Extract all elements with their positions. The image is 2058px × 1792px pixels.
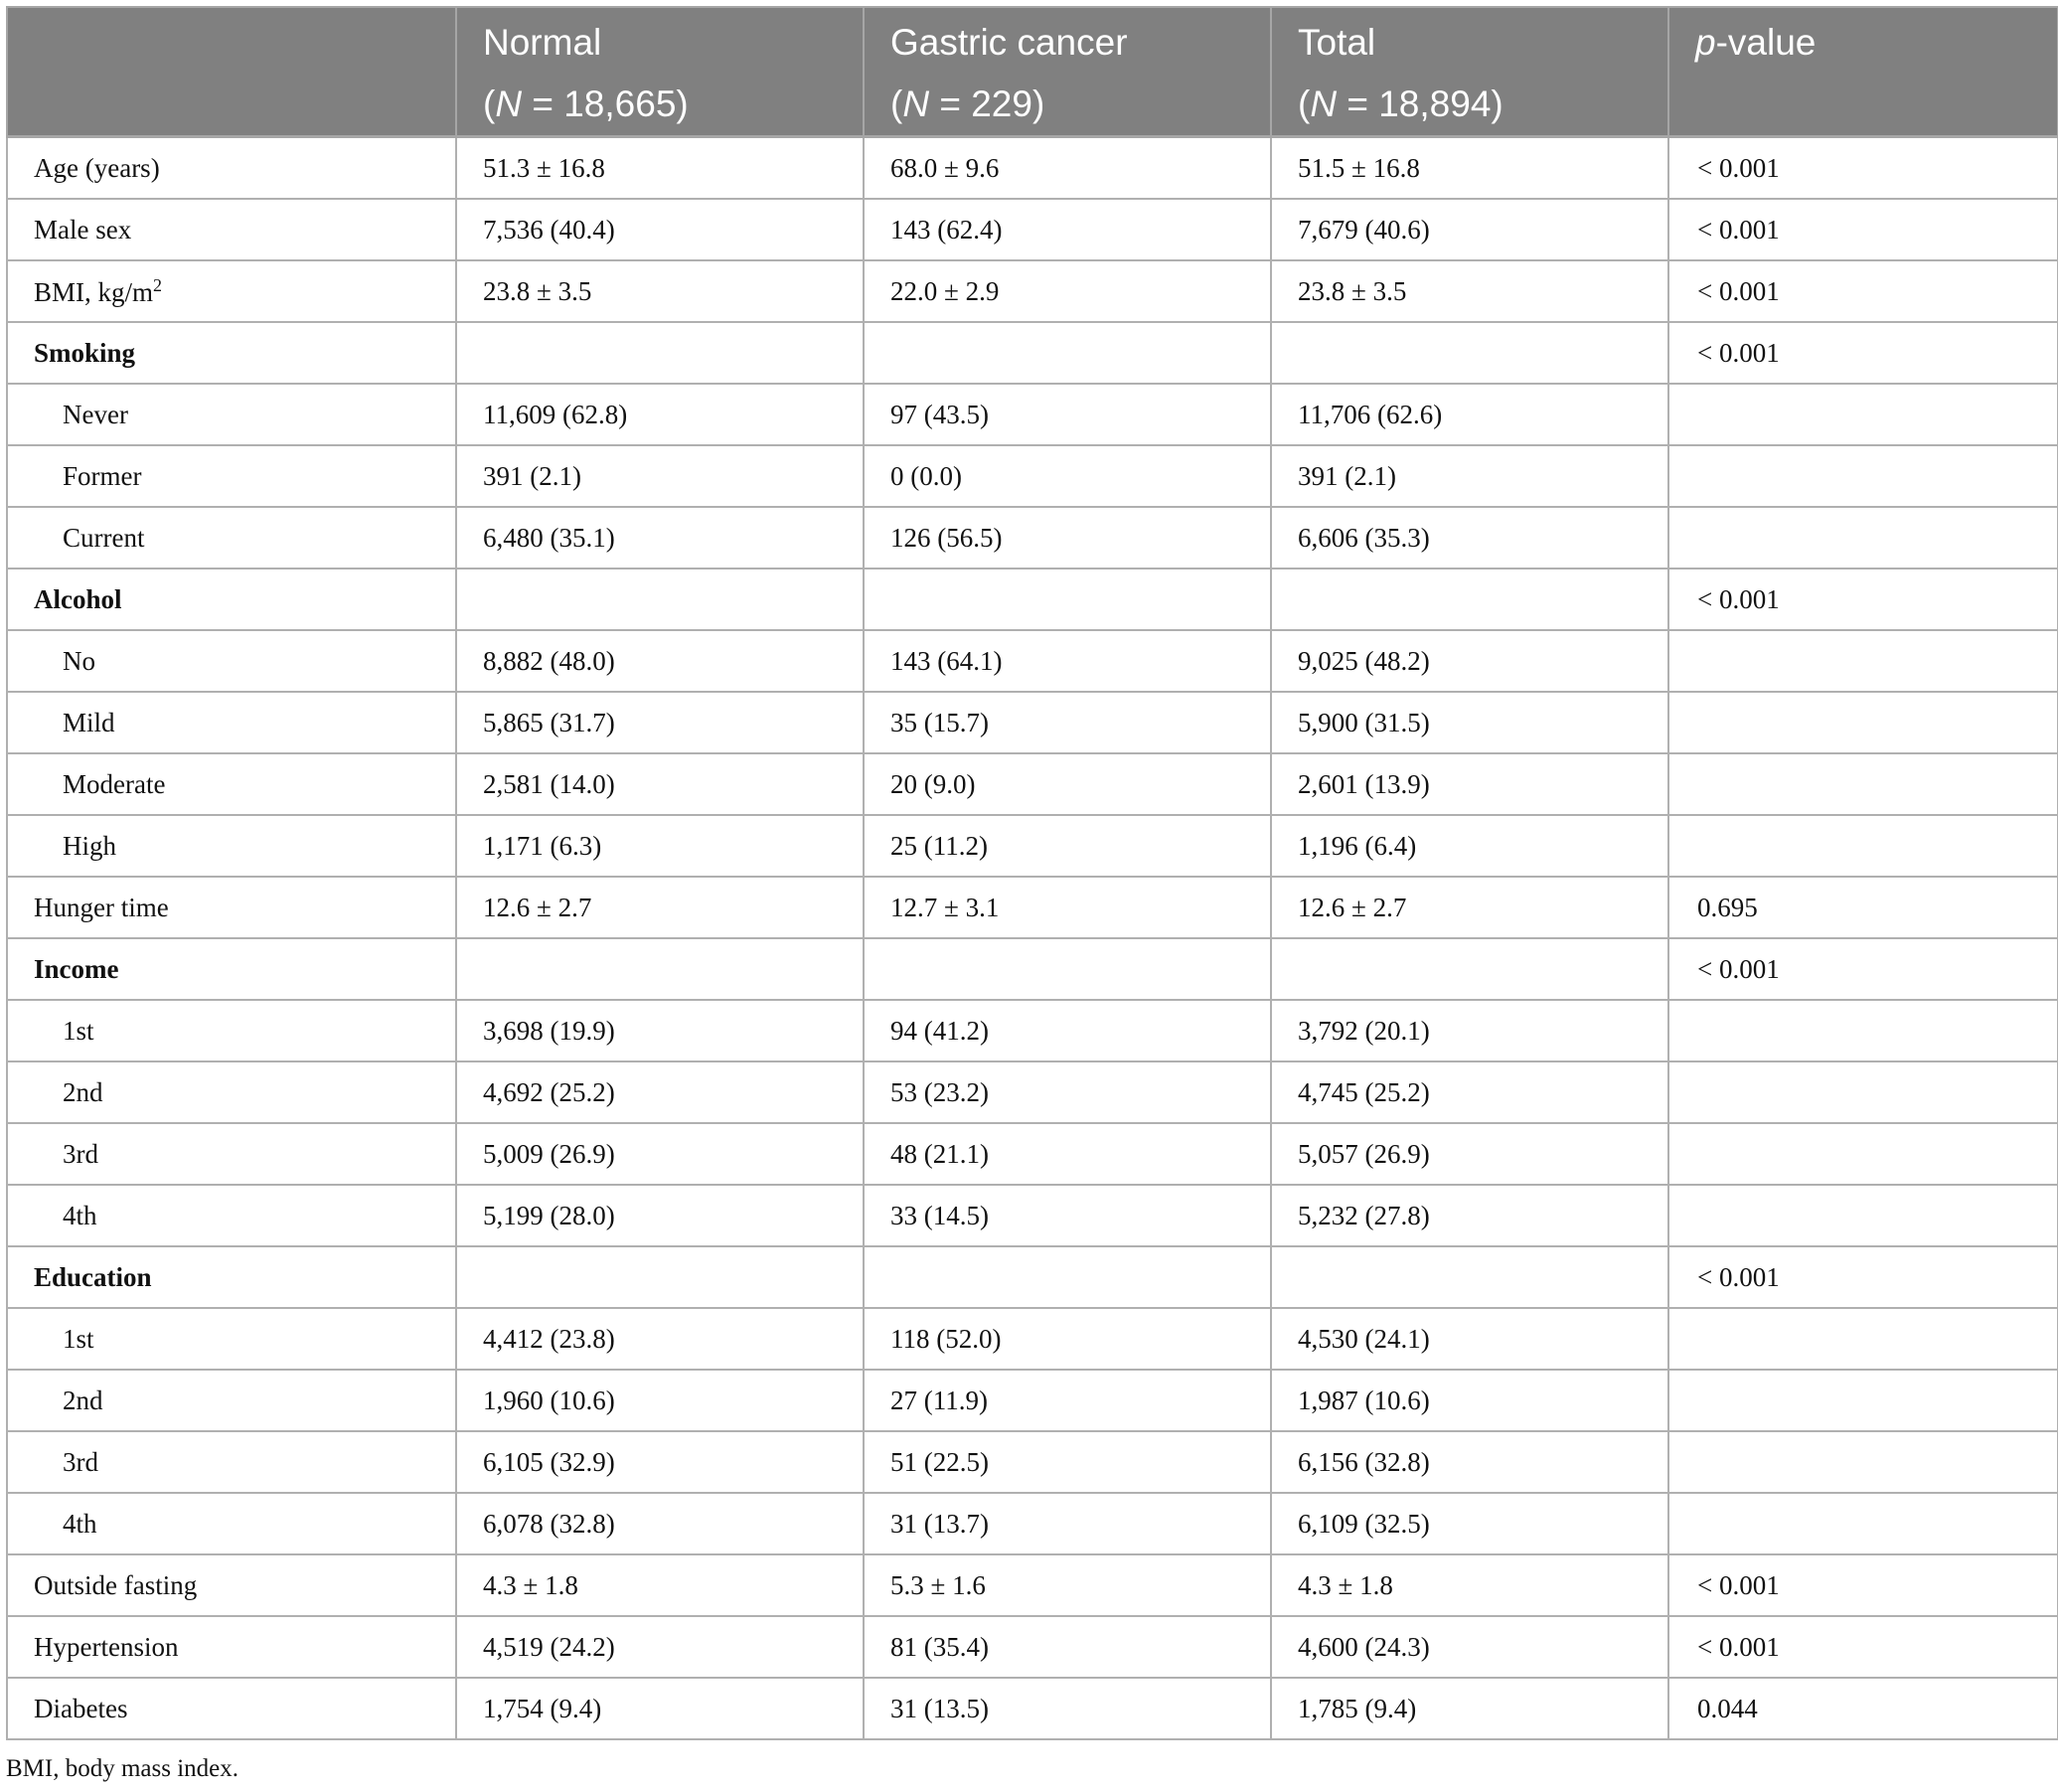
cell-total: 5,057 (26.9)	[1271, 1123, 1668, 1185]
cell-gastric-cancer	[864, 569, 1271, 630]
cell-normal: 4,519 (24.2)	[456, 1616, 864, 1678]
table-row	[7, 199, 2058, 260]
cell-normal: 51.3 ± 16.8	[456, 137, 864, 200]
cell-total: 6,109 (32.5)	[1271, 1493, 1668, 1554]
header-normal-n: (N = 18,665)	[456, 74, 864, 137]
cell-p-value	[1668, 507, 2058, 569]
header-normal: Normal	[456, 7, 864, 74]
header-total-n: (N = 18,894)	[1271, 74, 1668, 137]
cell-p-value: < 0.001	[1668, 1246, 2058, 1308]
row-label: 3rd	[7, 1431, 456, 1493]
cell-total	[1271, 322, 1668, 384]
cell-p-value: < 0.001	[1668, 199, 2058, 260]
cell-total: 1,785 (9.4)	[1271, 1678, 1668, 1739]
table-row	[7, 260, 2058, 322]
cell-gastric-cancer: 143 (64.1)	[864, 630, 1271, 692]
row-label: Diabetes	[7, 1678, 456, 1739]
table-body	[7, 137, 2058, 1740]
row-label: 4th	[7, 1185, 456, 1246]
cell-gastric-cancer: 143 (62.4)	[864, 199, 1271, 260]
cell-p-value	[1668, 1185, 2058, 1246]
cell-total: 5,232 (27.8)	[1271, 1185, 1668, 1246]
header-label-column	[7, 7, 456, 74]
cell-total: 4,530 (24.1)	[1271, 1308, 1668, 1370]
cell-p-value: < 0.001	[1668, 938, 2058, 1000]
table-row	[7, 137, 2058, 200]
table-row	[7, 692, 2058, 753]
row-label: 1st	[7, 1308, 456, 1370]
row-label: No	[7, 630, 456, 692]
table-row	[7, 1061, 2058, 1123]
cell-gastric-cancer: 48 (21.1)	[864, 1123, 1271, 1185]
cell-normal: 11,609 (62.8)	[456, 384, 864, 445]
cell-p-value	[1668, 1123, 2058, 1185]
cell-gastric-cancer: 5.3 ± 1.6	[864, 1554, 1271, 1616]
cell-total: 6,156 (32.8)	[1271, 1431, 1668, 1493]
cell-p-value	[1668, 1000, 2058, 1061]
header-row-2	[7, 74, 2058, 137]
cell-p-value	[1668, 1493, 2058, 1554]
table-header	[7, 7, 2058, 137]
cell-p-value	[1668, 1061, 2058, 1123]
table-row	[7, 1616, 2058, 1678]
table-row	[7, 877, 2058, 938]
table-row	[7, 507, 2058, 569]
label-superscript: 2	[153, 274, 163, 295]
cell-p-value	[1668, 753, 2058, 815]
cell-normal: 6,480 (35.1)	[456, 507, 864, 569]
cell-gastric-cancer: 12.7 ± 3.1	[864, 877, 1271, 938]
row-label: Never	[7, 384, 456, 445]
baseline-characteristics-table	[6, 6, 2058, 1740]
row-label: High	[7, 815, 456, 877]
header-row-1	[7, 7, 2058, 74]
row-label: Moderate	[7, 753, 456, 815]
table-row	[7, 1678, 2058, 1739]
table-footnote: BMI, body mass index.	[6, 1755, 239, 1782]
header-p-value-2	[1668, 74, 2058, 137]
cell-p-value: < 0.001	[1668, 322, 2058, 384]
cell-p-value: < 0.001	[1668, 569, 2058, 630]
cell-gastric-cancer	[864, 1246, 1271, 1308]
cell-normal: 7,536 (40.4)	[456, 199, 864, 260]
cell-gastric-cancer: 94 (41.2)	[864, 1000, 1271, 1061]
cell-total: 11,706 (62.6)	[1271, 384, 1668, 445]
row-label: 4th	[7, 1493, 456, 1554]
cell-normal: 3,698 (19.9)	[456, 1000, 864, 1061]
table-row	[7, 1431, 2058, 1493]
cell-normal: 1,171 (6.3)	[456, 815, 864, 877]
table-row	[7, 1185, 2058, 1246]
cell-total: 5,900 (31.5)	[1271, 692, 1668, 753]
cell-total: 1,196 (6.4)	[1271, 815, 1668, 877]
cell-gastric-cancer: 68.0 ± 9.6	[864, 137, 1271, 200]
cell-total: 391 (2.1)	[1271, 445, 1668, 507]
row-label: Alcohol	[7, 569, 456, 630]
data-table-container	[6, 6, 2057, 1740]
cell-gastric-cancer: 0 (0.0)	[864, 445, 1271, 507]
table-row	[7, 445, 2058, 507]
cell-gastric-cancer: 25 (11.2)	[864, 815, 1271, 877]
table-row	[7, 1554, 2058, 1616]
cell-gastric-cancer: 22.0 ± 2.9	[864, 260, 1271, 322]
row-label: 2nd	[7, 1370, 456, 1431]
cell-total: 9,025 (48.2)	[1271, 630, 1668, 692]
cell-normal: 4.3 ± 1.8	[456, 1554, 864, 1616]
row-label: BMI, $kg/m^2$	[7, 260, 456, 322]
cell-total: 51.5 ± 16.8	[1271, 137, 1668, 200]
cell-normal	[456, 569, 864, 630]
cell-normal: 12.6 ± 2.7	[456, 877, 864, 938]
cell-p-value	[1668, 692, 2058, 753]
cell-p-value: 0.044	[1668, 1678, 2058, 1739]
cell-p-value	[1668, 445, 2058, 507]
table-row	[7, 1246, 2058, 1308]
cell-gastric-cancer: 81 (35.4)	[864, 1616, 1271, 1678]
cell-p-value: < 0.001	[1668, 260, 2058, 322]
cell-total: 4,600 (24.3)	[1271, 1616, 1668, 1678]
cell-total: 23.8 ± 3.5	[1271, 260, 1668, 322]
cell-normal: 391 (2.1)	[456, 445, 864, 507]
row-label: Mild	[7, 692, 456, 753]
row-label: Education	[7, 1246, 456, 1308]
cell-normal: 8,882 (48.0)	[456, 630, 864, 692]
cell-normal	[456, 1246, 864, 1308]
table-row	[7, 938, 2058, 1000]
cell-gastric-cancer: 126 (56.5)	[864, 507, 1271, 569]
cell-p-value: 0.695	[1668, 877, 2058, 938]
cell-gastric-cancer	[864, 322, 1271, 384]
cell-p-value: < 0.001	[1668, 1554, 2058, 1616]
cell-gastric-cancer: 35 (15.7)	[864, 692, 1271, 753]
header-gastric-cancer: Gastric cancer	[864, 7, 1271, 74]
table-row	[7, 1123, 2058, 1185]
row-label: Former	[7, 445, 456, 507]
cell-gastric-cancer: 31 (13.7)	[864, 1493, 1271, 1554]
cell-p-value: < 0.001	[1668, 137, 2058, 200]
table-row	[7, 1000, 2058, 1061]
cell-gastric-cancer: 97 (43.5)	[864, 384, 1271, 445]
header-total: Total	[1271, 7, 1668, 74]
cell-total: 12.6 ± 2.7	[1271, 877, 1668, 938]
table-row	[7, 815, 2058, 877]
cell-normal: 5,009 (26.9)	[456, 1123, 864, 1185]
table-row	[7, 1370, 2058, 1431]
cell-gastric-cancer: 51 (22.5)	[864, 1431, 1271, 1493]
row-label: Smoking	[7, 322, 456, 384]
table-row	[7, 322, 2058, 384]
cell-normal: 5,199 (28.0)	[456, 1185, 864, 1246]
cell-gastric-cancer: 20 (9.0)	[864, 753, 1271, 815]
row-label: Age (years)	[7, 137, 456, 200]
row-label: Hypertension	[7, 1616, 456, 1678]
row-label: Hunger time	[7, 877, 456, 938]
row-label: Male sex	[7, 199, 456, 260]
cell-total: 6,606 (35.3)	[1271, 507, 1668, 569]
cell-normal: 23.8 ± 3.5	[456, 260, 864, 322]
cell-normal: 6,078 (32.8)	[456, 1493, 864, 1554]
row-label: 3rd	[7, 1123, 456, 1185]
cell-total	[1271, 938, 1668, 1000]
header-gastric-cancer-n: (N = 229)	[864, 74, 1271, 137]
cell-total: 1,987 (10.6)	[1271, 1370, 1668, 1431]
cell-gastric-cancer: 118 (52.0)	[864, 1308, 1271, 1370]
table-row	[7, 753, 2058, 815]
cell-p-value	[1668, 815, 2058, 877]
row-label: 2nd	[7, 1061, 456, 1123]
cell-p-value	[1668, 1370, 2058, 1431]
cell-gastric-cancer: 33 (14.5)	[864, 1185, 1271, 1246]
cell-total: 2,601 (13.9)	[1271, 753, 1668, 815]
cell-normal: 2,581 (14.0)	[456, 753, 864, 815]
cell-p-value	[1668, 384, 2058, 445]
cell-p-value: < 0.001	[1668, 1616, 2058, 1678]
table-row	[7, 569, 2058, 630]
cell-gastric-cancer: 27 (11.9)	[864, 1370, 1271, 1431]
cell-p-value	[1668, 630, 2058, 692]
header-p-value	[1668, 7, 2058, 74]
cell-total: 4,745 (25.2)	[1271, 1061, 1668, 1123]
cell-total	[1271, 569, 1668, 630]
header-label-column-2	[7, 74, 456, 137]
header-p-italic: p	[1695, 22, 1716, 63]
cell-gastric-cancer: 53 (23.2)	[864, 1061, 1271, 1123]
cell-normal: 4,692 (25.2)	[456, 1061, 864, 1123]
cell-p-value	[1668, 1308, 2058, 1370]
cell-normal: 5,865 (31.7)	[456, 692, 864, 753]
row-label: Outside fasting	[7, 1554, 456, 1616]
cell-gastric-cancer	[864, 938, 1271, 1000]
cell-normal	[456, 938, 864, 1000]
cell-total: 3,792 (20.1)	[1271, 1000, 1668, 1061]
table-row	[7, 630, 2058, 692]
row-label: Income	[7, 938, 456, 1000]
cell-normal: 1,960 (10.6)	[456, 1370, 864, 1431]
row-label: Current	[7, 507, 456, 569]
cell-normal: 4,412 (23.8)	[456, 1308, 864, 1370]
cell-total: 4.3 ± 1.8	[1271, 1554, 1668, 1616]
cell-total	[1271, 1246, 1668, 1308]
cell-normal: 6,105 (32.9)	[456, 1431, 864, 1493]
cell-gastric-cancer: 31 (13.5)	[864, 1678, 1271, 1739]
table-row	[7, 1493, 2058, 1554]
table-row	[7, 1308, 2058, 1370]
cell-p-value	[1668, 1431, 2058, 1493]
cell-normal	[456, 322, 864, 384]
row-label: 1st	[7, 1000, 456, 1061]
header-p-rest: -value	[1715, 22, 1817, 63]
table-row	[7, 384, 2058, 445]
cell-normal: 1,754 (9.4)	[456, 1678, 864, 1739]
cell-total: 7,679 (40.6)	[1271, 199, 1668, 260]
